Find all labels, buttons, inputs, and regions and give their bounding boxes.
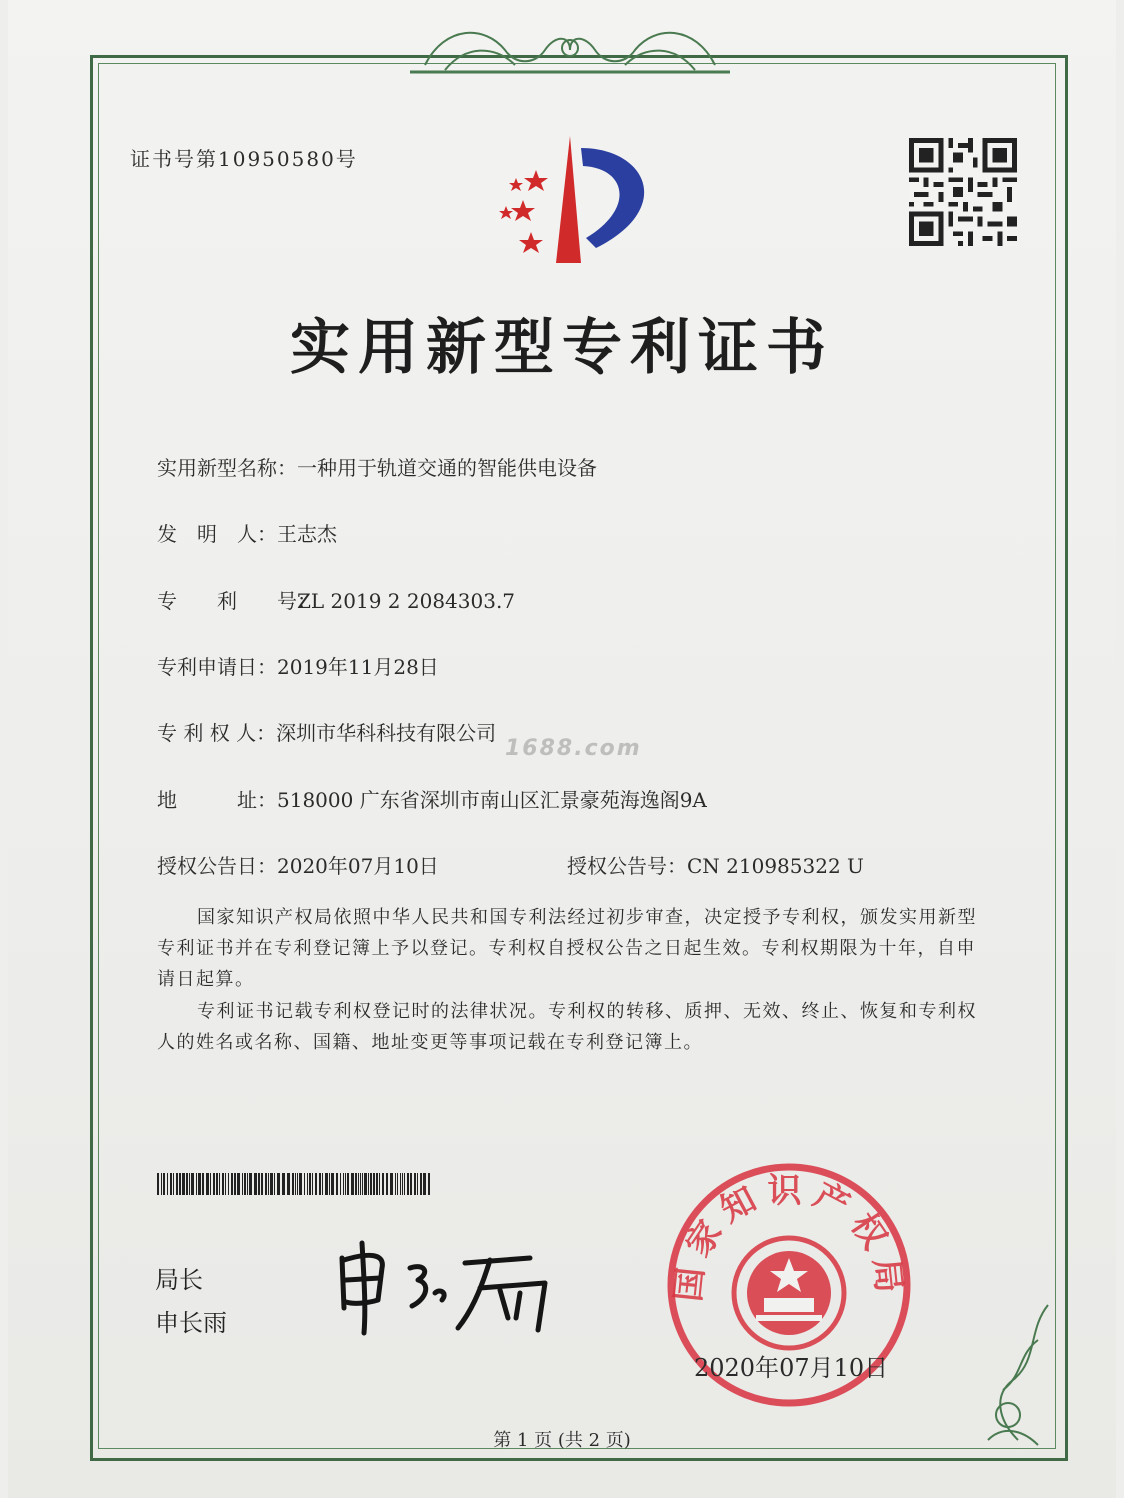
inventor-value: 王志杰 (277, 522, 337, 546)
patentee-label: 专 利 权 人： (157, 721, 277, 745)
grant-number-value: CN 210985322 U (687, 854, 864, 878)
inventor-row (157, 518, 337, 547)
certificate-number: 证书号第10950580号 (130, 147, 358, 171)
patentee-value: 深圳市华科科技有限公司 (276, 721, 497, 745)
application-date-row (157, 651, 439, 680)
watermark: 1688.com (505, 736, 642, 761)
patent-number-row (157, 585, 515, 614)
page-number: 第 1 页 (共 2 页) (493, 1430, 631, 1451)
utility-model-name-row (157, 452, 597, 481)
address-row (157, 784, 707, 813)
director-signature-icon (330, 1238, 570, 1338)
seal-text: 国家知识产权局 (668, 1171, 910, 1304)
qr-code-icon (908, 138, 1018, 246)
address-value: 518000 广东省深圳市南山区汇景豪苑海逸阁9A (277, 788, 707, 812)
application-date-label: 专利申请日： (157, 655, 277, 679)
barcode-icon (157, 1173, 433, 1195)
application-date-value: 2019年11月28日 (277, 655, 439, 679)
legal-paragraph-1: 国家知识产权局依照中华人民共和国专利法经过初步审查，决定授予专利权，颁发实用新型专利证书并在专利登记簿上予以登记。专利权自授权公告之日起生效。专利权期限为十年，自申请日起算。 (157, 907, 977, 990)
top-ornament-icon (405, 20, 735, 80)
director-name: 申长雨 (155, 1309, 227, 1337)
grant-number-label: 授权公告号： (567, 854, 687, 878)
grant-date-row (157, 850, 439, 879)
patent-number-value: ZL 2019 2 2084303.7 (297, 589, 516, 613)
utility-model-name-label: 实用新型名称： (157, 456, 297, 480)
certificate-title: 实用新型专利证书 (290, 313, 834, 383)
grant-date-label: 授权公告日： (157, 854, 277, 878)
inventor-label: 发 明 人： (157, 522, 277, 546)
seal-date: 2020年07月10日 (694, 1354, 889, 1382)
director-title: 局长 (155, 1266, 203, 1294)
legal-paragraph-2: 专利证书记载专利权登记时的法律状况。专利权的转移、质押、无效、终止、恢复和专利权人的姓名或名称、国籍、地址变更等事项记载在专利登记簿上。 (157, 1001, 977, 1053)
cnipa-logo-icon (486, 128, 661, 268)
patentee-row (157, 717, 496, 746)
address-label: 地 址： (157, 788, 277, 812)
grant-number-row (567, 850, 864, 879)
grant-date-value: 2020年07月10日 (277, 854, 439, 878)
utility-model-name-value: 一种用于轨道交通的智能供电设备 (297, 456, 597, 480)
patent-number-label: 专 利 号： (157, 589, 317, 613)
